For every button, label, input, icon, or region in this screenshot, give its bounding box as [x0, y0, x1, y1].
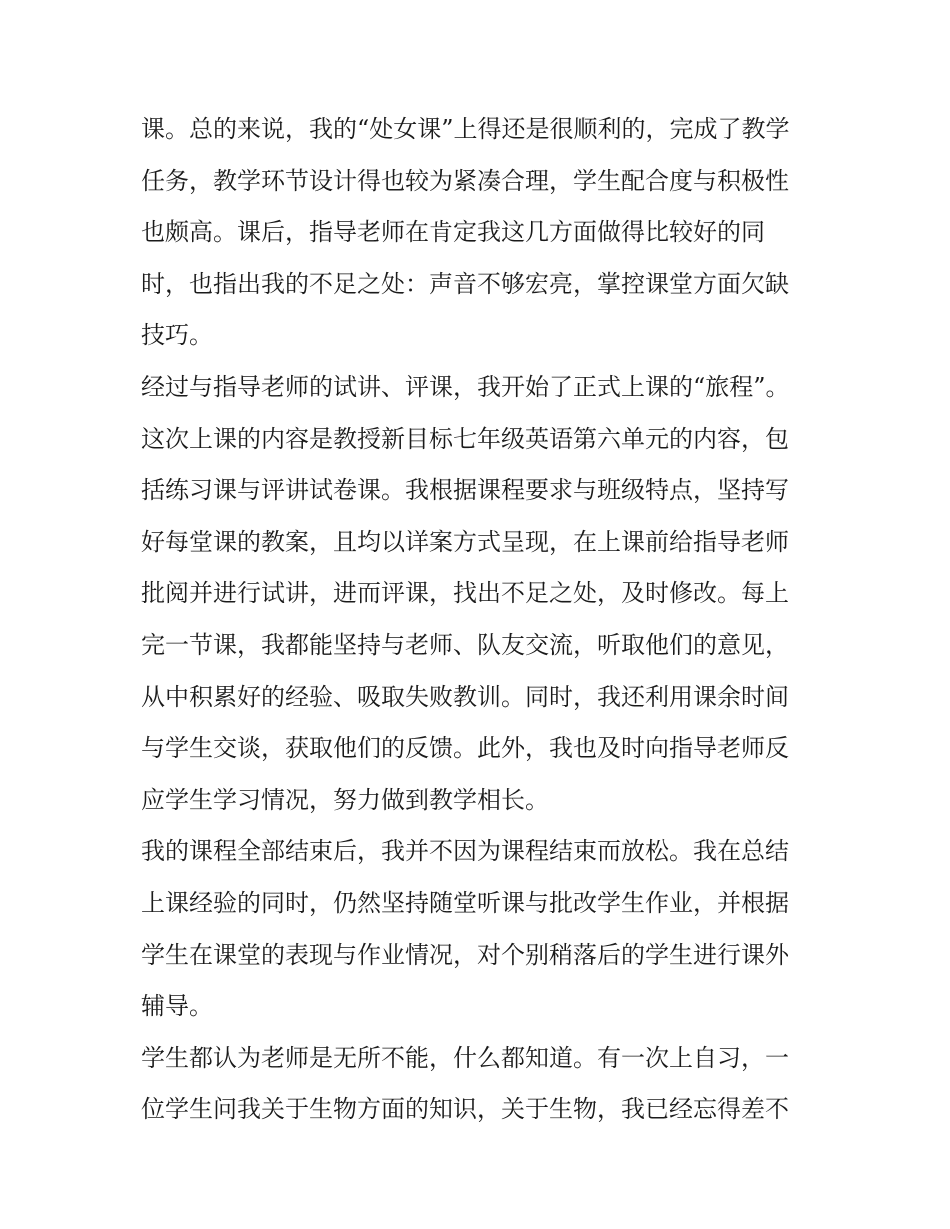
text-line: 时，也指出我的不足之处：声音不够宏亮，掌控课堂方面欠缺: [141, 269, 789, 298]
text-line: 学生在课堂的表现与作业情况，对个别稍落后的学生进行课外: [141, 940, 789, 969]
text-line: 辅导。: [141, 992, 213, 1021]
text-line: 学生都认为老师是无所不能，什么都知道。有一次上自习，一: [141, 1043, 789, 1072]
text-line: 从中积累好的经验、吸取失败教训。同时，我还利用课余时间: [141, 682, 789, 711]
text-line: 完一节课，我都能坚持与老师、队友交流，听取他们的意见，: [141, 630, 789, 659]
text-line: 与学生交谈，获取他们的反馈。此外，我也及时向指导老师反: [141, 734, 789, 763]
text-line: 括练习课与评讲试卷课。我根据课程要求与班级特点，坚持写: [141, 476, 789, 505]
text-line: 技巧。: [141, 321, 213, 350]
text-line: 好每堂课的教案，且均以详案方式呈现，在上课前给指导老师: [141, 527, 789, 556]
text-line: 位学生问我关于生物方面的知识，关于生物，我已经忘得差不: [141, 1095, 789, 1124]
text-line: 这次上课的内容是教授新目标七年级英语第六单元的内容，包: [141, 424, 789, 453]
text-line: 我的课程全部结束后，我并不因为课程结束而放松。我在总结: [141, 837, 789, 866]
text-line: 批阅并进行试讲，进而评课，找出不足之处，及时修改。每上: [141, 579, 789, 608]
text-line: 课。总的来说，我的“处女课”上得还是很顺利的，完成了教学: [141, 115, 790, 143]
document-body: [141, 104, 821, 1136]
text-line: 也颇高。课后，指导老师在肯定我这几方面做得比较好的同: [141, 218, 765, 247]
text-line: 应学生学习情况，努力做到教学相长。: [141, 785, 549, 814]
text-line: 上课经验的同时，仍然坚持随堂听课与批改学生作业，并根据: [141, 888, 789, 917]
text-line: 经过与指导老师的试讲、评课，我开始了正式上课的“旅程”。: [141, 372, 790, 401]
text-line: 任务，教学环节设计得也较为紧凑合理，学生配合度与积极性: [141, 166, 789, 195]
